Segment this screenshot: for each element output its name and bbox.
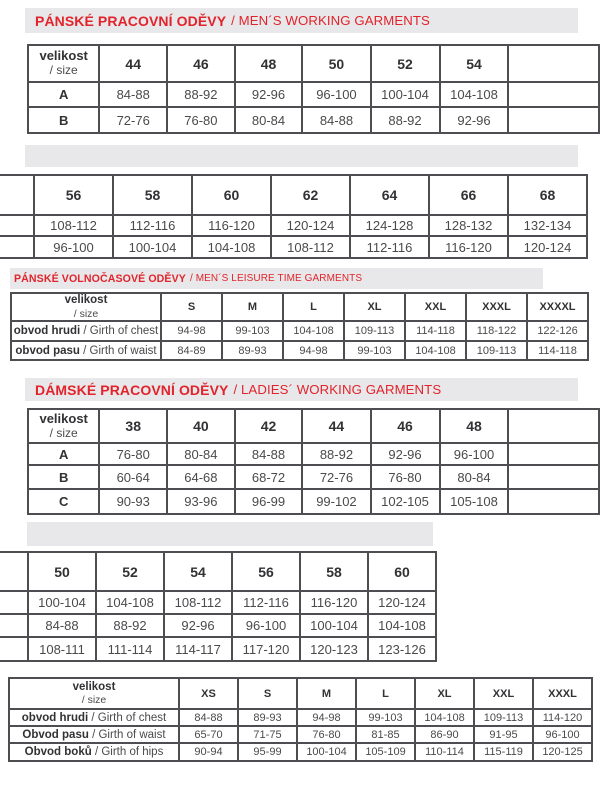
size-range-cell: 108-112 (164, 591, 232, 614)
size-range-cell: 94-98 (161, 321, 222, 341)
size-column-header: 62 (271, 175, 350, 215)
table-row (9, 743, 592, 761)
size-range-cell: 88-92 (167, 82, 235, 107)
size-column-header: XXXL (466, 293, 527, 321)
mens-leisure-table (10, 292, 589, 361)
size-range-cell: 92-96 (235, 82, 303, 107)
velikost-size-header-cell (28, 45, 99, 82)
clipped-cell (0, 614, 28, 637)
size-range-cell: 116-120 (429, 236, 508, 258)
size-column-header: 46 (167, 45, 235, 82)
table-header-row (9, 678, 592, 709)
size-label: / size (73, 307, 99, 320)
size-column-header: 60 (368, 552, 436, 591)
row-label-cell: A (28, 443, 99, 465)
size-column-header: 56 (34, 175, 113, 215)
row-label-cell: B (28, 107, 99, 133)
table-row (0, 236, 587, 258)
size-range-cell: 84-88 (235, 443, 303, 465)
size-range-cell: 76-80 (371, 465, 440, 489)
size-range-cell: 104-108 (96, 591, 164, 614)
ladies-working-table-part1-wrap (27, 408, 600, 515)
clipped-cell (0, 236, 34, 258)
size-range-cell: 92-96 (164, 614, 232, 637)
size-range-cell: 92-96 (371, 443, 440, 465)
table-row (28, 489, 599, 514)
size-range-cell: 114-120 (533, 709, 592, 726)
size-range-cell: 132-134 (508, 215, 587, 236)
velikost-label: velikost (64, 294, 108, 307)
size-range-cell: 93-96 (167, 489, 235, 514)
size-range-cell: 100-104 (300, 614, 368, 637)
measurement-label-cell (11, 321, 161, 341)
size-range-cell: 81-85 (356, 726, 415, 743)
size-range-cell: 104-108 (415, 709, 474, 726)
size-range-cell: 88-92 (302, 443, 370, 465)
table-row (9, 726, 592, 743)
size-range-cell: 115-119 (474, 743, 533, 761)
size-range-cell: 123-126 (368, 637, 436, 661)
mens-working-part1-table (27, 44, 600, 134)
size-range-cell: 122-126 (527, 321, 588, 341)
size-range-cell: 84-88 (302, 107, 370, 133)
measurement-label-czech: obvod hrudi (13, 325, 81, 337)
table-row (28, 107, 599, 133)
section-title-ladies-working-english: / LADIES´ WORKING GARMENTS (233, 382, 442, 397)
size-range-cell: 80-84 (167, 443, 235, 465)
clipped-header-cell (508, 409, 599, 443)
size-range-cell: 94-98 (283, 341, 344, 360)
size-range-cell: 99-103 (356, 709, 415, 726)
measurement-label-cell (11, 341, 161, 360)
size-range-cell: 96-100 (232, 614, 300, 637)
row-label-cell: A (28, 82, 99, 107)
size-range-cell: 99-103 (222, 321, 283, 341)
size-range-cell: 76-80 (99, 443, 167, 465)
velikost-label: velikost (39, 48, 88, 64)
section-title-mens-working-czech: PÁNSKÉ PRACOVNÍ ODĚVY (35, 12, 227, 29)
table-row (0, 215, 587, 236)
size-range-cell: 105-108 (440, 489, 509, 514)
size-column-header: 56 (232, 552, 300, 591)
size-range-cell: 102-105 (371, 489, 440, 514)
size-column-header: 54 (440, 45, 509, 82)
size-range-cell: 90-93 (99, 489, 167, 514)
size-column-header: XL (344, 293, 405, 321)
size-range-cell: 114-118 (527, 341, 588, 360)
table-row (0, 637, 436, 661)
size-range-cell: 120-125 (533, 743, 592, 761)
size-column-header: 46 (371, 409, 440, 443)
size-column-header: L (356, 678, 415, 709)
size-range-cell: 92-96 (440, 107, 509, 133)
size-column-header: M (297, 678, 356, 709)
row-label-cell: B (28, 465, 99, 489)
size-range-cell: 84-89 (161, 341, 222, 360)
size-column-header: XXXL (533, 678, 592, 709)
clipped-header-cell (0, 552, 28, 591)
section-band-ladies-working (25, 378, 578, 401)
size-range-cell: 110-114 (415, 743, 474, 761)
size-range-cell: 120-124 (368, 591, 436, 614)
table-header-row (28, 409, 599, 443)
size-range-cell: 104-108 (283, 321, 344, 341)
size-range-cell: 99-102 (302, 489, 370, 514)
size-range-cell: 109-113 (344, 321, 405, 341)
size-column-header: M (222, 293, 283, 321)
measurement-label-czech: obvod pasu (15, 344, 80, 357)
row-label-cell: C (28, 489, 99, 514)
size-range-cell: 64-68 (167, 465, 235, 489)
table-header-row (0, 175, 587, 215)
size-column-header: L (283, 293, 344, 321)
size-column-header: 60 (192, 175, 271, 215)
size-range-cell: 120-124 (508, 236, 587, 258)
table-row (28, 443, 599, 465)
size-range-cell: 76-80 (167, 107, 235, 133)
size-range-cell: 89-93 (222, 341, 283, 360)
size-range-cell: 88-92 (371, 107, 440, 133)
size-range-cell: 108-112 (34, 215, 113, 236)
table-row (0, 591, 436, 614)
size-range-cell: 109-113 (474, 709, 533, 726)
ladies-working-part2-table (0, 551, 437, 662)
size-column-header: XXL (405, 293, 466, 321)
measurement-label-czech: Obvod boků (24, 746, 92, 758)
size-range-cell: 114-117 (164, 637, 232, 661)
size-range-cell: 84-88 (28, 614, 96, 637)
size-column-header: 68 (508, 175, 587, 215)
measurement-label-english: / Girth of waist (79, 344, 157, 357)
measurement-label-cell (9, 743, 179, 761)
table-row (11, 321, 588, 341)
size-range-cell: 120-123 (300, 637, 368, 661)
size-range-cell: 86-90 (415, 726, 474, 743)
measurement-label-english: / Girth of chest (88, 711, 167, 724)
size-range-cell: 96-100 (440, 443, 509, 465)
size-label: / size (49, 425, 78, 440)
size-range-cell: 116-120 (300, 591, 368, 614)
size-range-cell: 109-113 (466, 341, 527, 360)
size-range-cell: 100-104 (28, 591, 96, 614)
measurement-label-czech: obvod hrudi (21, 711, 89, 724)
clipped-header-cell (508, 45, 599, 82)
size-range-cell: 95-99 (238, 743, 297, 761)
size-range-cell: 96-99 (235, 489, 303, 514)
ladies-sizes-table-wrap (8, 677, 593, 762)
size-range-cell: 100-104 (371, 82, 440, 107)
mens-working-table-part1-wrap (27, 44, 600, 134)
mens-leisure-table-wrap (10, 292, 589, 361)
section-band-mens-working (25, 8, 578, 33)
size-range-cell: 120-124 (271, 215, 350, 236)
size-column-header: 48 (235, 45, 303, 82)
size-range-cell: 96-100 (302, 82, 370, 107)
measurement-label-czech: Obvod pasu (22, 728, 89, 741)
ladies-working-part1-table (27, 408, 600, 515)
size-range-cell: 88-92 (96, 614, 164, 637)
measurement-label-english: / Girth of hips (91, 746, 164, 758)
measurement-label-english: / Girth of waist (88, 728, 166, 741)
section-title-ladies-working-czech: DÁMSKÉ PRACOVNÍ ODĚVY (35, 381, 229, 398)
size-range-cell: 96-100 (34, 236, 113, 258)
section-title-mens-leisure-english: / MEN´S LEISURE TIME GARMENTS (189, 273, 363, 284)
size-column-header: 40 (167, 409, 235, 443)
size-range-cell: 89-93 (238, 709, 297, 726)
size-label: / size (49, 63, 78, 78)
size-range-cell: 104-108 (440, 82, 509, 107)
table-header-row (28, 45, 599, 82)
size-range-cell: 90-94 (179, 743, 238, 761)
ladies-working-table-part2-wrap (0, 551, 437, 662)
size-column-header: 54 (164, 552, 232, 591)
table-row (9, 709, 592, 726)
clipped-header-cell (0, 175, 34, 215)
size-range-cell: 111-114 (96, 637, 164, 661)
size-column-header: 42 (235, 409, 303, 443)
size-column-header: 58 (113, 175, 192, 215)
size-range-cell: 76-80 (297, 726, 356, 743)
table-row (28, 82, 599, 107)
clipped-cell (0, 637, 28, 661)
measurement-label-cell (9, 726, 179, 743)
table-row (28, 465, 599, 489)
size-range-cell: 104-108 (192, 236, 271, 258)
size-column-header: 64 (350, 175, 429, 215)
size-range-cell: 112-116 (350, 236, 429, 258)
clipped-cell (508, 107, 599, 133)
size-column-header: 66 (429, 175, 508, 215)
size-range-cell: 112-116 (113, 215, 192, 236)
table-row (11, 341, 588, 360)
size-range-cell: 100-104 (113, 236, 192, 258)
size-range-cell: 91-95 (474, 726, 533, 743)
size-range-cell: 99-103 (344, 341, 405, 360)
clipped-cell (0, 215, 34, 236)
size-column-header: XXL (474, 678, 533, 709)
measurement-label-cell (9, 709, 179, 726)
velikost-size-header-cell (9, 678, 179, 709)
size-range-cell: 117-120 (232, 637, 300, 661)
size-column-header: 44 (99, 45, 167, 82)
size-column-header: 58 (300, 552, 368, 591)
size-range-cell: 72-76 (302, 465, 370, 489)
size-range-cell: 104-108 (368, 614, 436, 637)
size-range-cell: 105-109 (356, 743, 415, 761)
size-column-header: XL (415, 678, 474, 709)
size-range-cell: 65-70 (179, 726, 238, 743)
size-column-header: 50 (302, 45, 370, 82)
size-column-header: 52 (96, 552, 164, 591)
size-column-header: S (161, 293, 222, 321)
size-range-cell: 108-111 (28, 637, 96, 661)
size-column-header: XXXXL (527, 293, 588, 321)
size-label: / size (81, 694, 107, 707)
clipped-cell (0, 591, 28, 614)
size-range-cell: 80-84 (440, 465, 509, 489)
velikost-label: velikost (39, 410, 88, 426)
measurement-label-english: / Girth of chest (80, 325, 159, 337)
size-column-header: 50 (28, 552, 96, 591)
section-title-mens-leisure-czech: PÁNSKÉ VOLNOČASOVÉ ODĚVY (14, 272, 186, 285)
size-column-header: 48 (440, 409, 509, 443)
clipped-cell (508, 465, 599, 489)
size-range-cell: 96-100 (533, 726, 592, 743)
size-range-cell: 60-64 (99, 465, 167, 489)
size-range-cell: 71-75 (238, 726, 297, 743)
size-range-cell: 114-118 (405, 321, 466, 341)
size-range-cell: 124-128 (350, 215, 429, 236)
size-range-cell: 112-116 (232, 591, 300, 614)
mens-working-table-part2-wrap (0, 174, 588, 259)
mens-working-part2-table (0, 174, 588, 259)
velikost-size-header-cell (28, 409, 99, 443)
table-row (0, 614, 436, 637)
size-range-cell: 118-122 (466, 321, 527, 341)
size-range-cell: 116-120 (192, 215, 271, 236)
size-range-cell: 80-84 (235, 107, 303, 133)
size-range-cell: 100-104 (297, 743, 356, 761)
size-column-header: 52 (371, 45, 440, 82)
size-range-cell: 84-88 (99, 82, 167, 107)
size-column-header: S (238, 678, 297, 709)
spacer-band-ladies (27, 522, 433, 546)
size-range-cell: 94-98 (297, 709, 356, 726)
size-range-cell: 72-76 (99, 107, 167, 133)
clipped-cell (508, 82, 599, 107)
spacer-band-mens (25, 145, 578, 167)
ladies-sizes-table (8, 677, 593, 762)
section-title-mens-working-english: / MEN´S WORKING GARMENTS (231, 13, 430, 28)
size-range-cell: 68-72 (235, 465, 303, 489)
velikost-label: velikost (72, 680, 116, 693)
size-range-cell: 104-108 (405, 341, 466, 360)
size-range-cell: 108-112 (271, 236, 350, 258)
clipped-cell (508, 443, 599, 465)
size-range-cell: 128-132 (429, 215, 508, 236)
table-header-row (0, 552, 436, 591)
velikost-size-header-cell (11, 293, 161, 321)
table-header-row (11, 293, 588, 321)
size-range-cell: 84-88 (179, 709, 238, 726)
size-column-header: 38 (99, 409, 167, 443)
section-band-mens-leisure (10, 268, 543, 289)
clipped-cell (508, 489, 599, 514)
size-column-header: 44 (302, 409, 370, 443)
size-column-header: XS (179, 678, 238, 709)
